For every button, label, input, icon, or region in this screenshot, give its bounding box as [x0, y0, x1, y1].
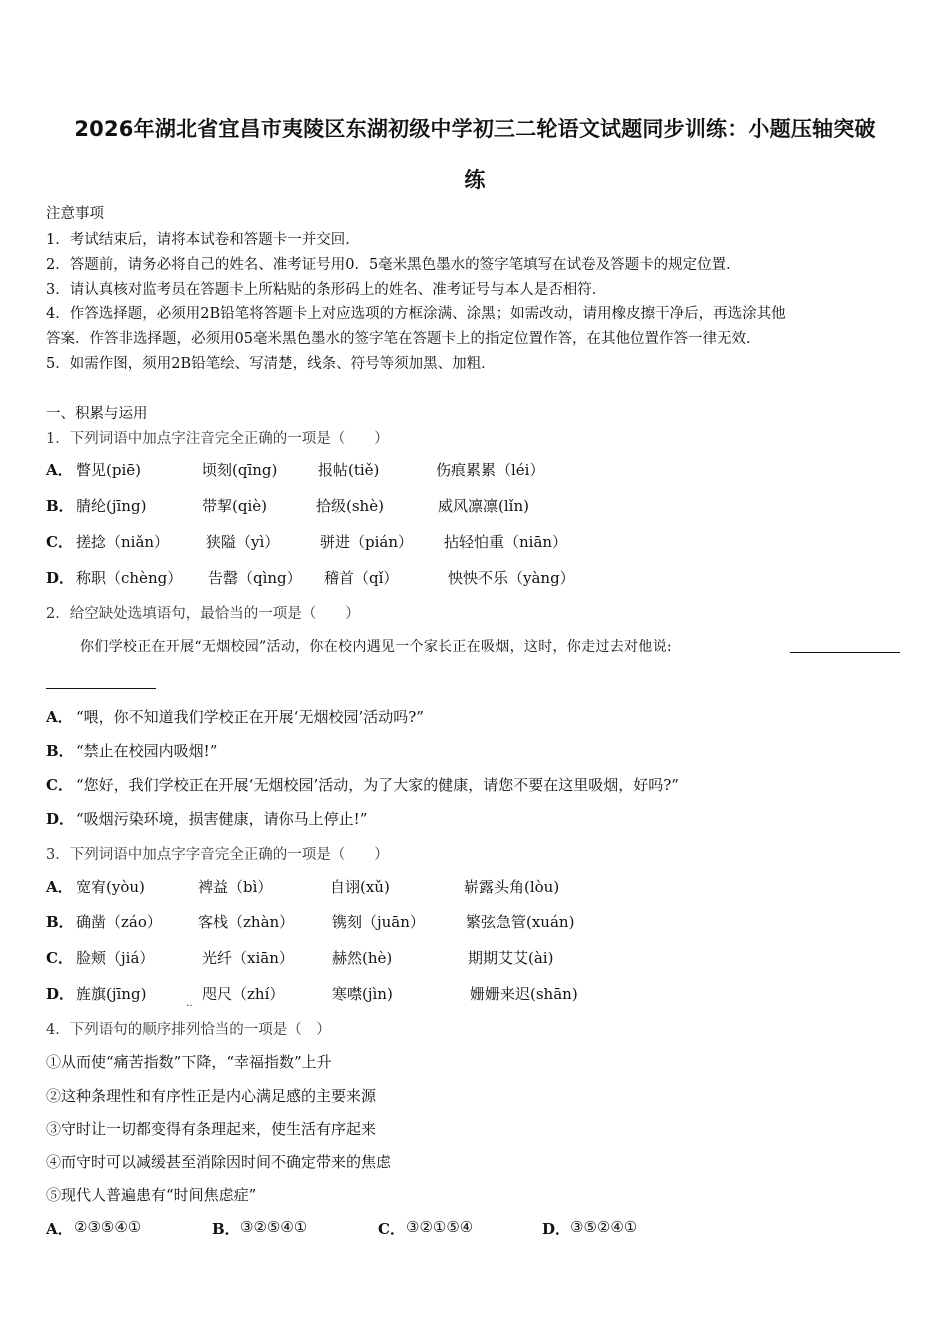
q4-sentence: ③守时让一切都变得有条理起来，使生活有序起来: [46, 1120, 377, 1138]
option-label: D．: [46, 569, 75, 587]
option-item: 拈轻怕重（niān）: [444, 533, 568, 551]
option-item: 拾级(shè): [316, 497, 384, 515]
option-text: ③⑤②④①: [570, 1218, 638, 1236]
option-label: B．: [212, 1220, 240, 1238]
option-item: 光纤（xiān）: [202, 949, 294, 967]
option-item: 脸颊（jiá）: [76, 949, 155, 967]
q2-stem: 2．给空缺处选填语句，最恰当的一项是（ ）: [46, 606, 360, 622]
option-text: “吸烟污染环境，损害健康，请你马上停止!”: [76, 810, 368, 828]
option-item: 告罄（qìng）: [208, 569, 302, 587]
option-text: “喂，你不知道我们学校正在开展‘无烟校园’活动吗?”: [76, 708, 424, 726]
exam-title-continued: 练: [464, 168, 486, 192]
q4-sentence: ⑤现代人普遍患有“时间焦虑症”: [46, 1186, 257, 1204]
option-text: ③②①⑤④: [406, 1218, 474, 1236]
q4-sentence: ②这种条理性和有序性正是内心满足感的主要来源: [46, 1087, 377, 1105]
option-item: 姗姗来迟(shān): [470, 985, 578, 1003]
option-item: 寒噤(jìn): [332, 985, 393, 1003]
option-label: D．: [46, 810, 75, 828]
note-item: 1．考试结束后，请将本试卷和答题卡一并交回．: [46, 232, 360, 248]
option-item: 报帖(tiě): [318, 461, 380, 479]
note-item: 2．答题前，请务必将自己的姓名、准考证号用0．5毫米黑色墨水的签字笔填写在试卷及答题卡的规定位置．: [46, 257, 741, 273]
answer-blank: [790, 652, 900, 653]
option-label: A．: [46, 708, 73, 726]
option-item: 镌刻（juān）: [332, 913, 425, 931]
q2-passage: 你们学校正在开展“无烟校园”活动，你在校内遇见一个家长正在吸烟，这时，你走过去对他说:: [80, 639, 672, 655]
option-item: 骈进（pián）: [320, 533, 414, 551]
answer-blank-continued: [46, 688, 156, 689]
option-item: 确凿（záo）: [76, 913, 162, 931]
option-text: “您好，我们学校正在开展‘无烟校园’活动，为了大家的健康，请您不要在这里吸烟，好吗?”: [76, 776, 679, 794]
option-item: 顷刻(qīng): [202, 461, 278, 479]
option-item: 繁弦急管(xuán): [466, 913, 575, 931]
note-item: 4．作答选择题，必须用2B铅笔将答题卡上对应选项的方框涂满、涂黑；如需改动，请用橡皮擦干净后，再选涂其他: [46, 306, 786, 322]
option-item: 瞥见(piē): [76, 461, 141, 479]
option-item: 带挈(qiè): [202, 497, 267, 515]
option-item: 裨益（bì）: [198, 878, 273, 896]
option-item: 怏怏不乐（yàng）: [448, 569, 575, 587]
option-item: 自诩(xǔ): [330, 878, 390, 896]
option-item: 崭露头角(lòu): [464, 878, 560, 896]
note-item: 答案．作答非选择题，必须用05毫米黑色墨水的签字笔在答题卡上的指定位置作答，在其他位置作答一律无效．: [46, 331, 761, 347]
option-text: ②③⑤④①: [74, 1218, 142, 1236]
option-item: 威风凛凛(lǐn): [438, 497, 529, 515]
option-item: 旌旗(jīng): [76, 985, 147, 1003]
section-heading: 一、积累与运用: [46, 406, 148, 422]
option-item: 宽宥(yòu): [76, 878, 145, 896]
option-label: B．: [46, 913, 74, 931]
q4-sentence: ①从而使“痛苦指数”下降，“幸福指数”上升: [46, 1053, 332, 1071]
option-item: 狭隘（yì）: [206, 533, 280, 551]
q4-sentence: ④而守时可以减缓甚至消除因时间不确定带来的焦虑: [46, 1153, 392, 1171]
option-label: D．: [542, 1220, 571, 1238]
option-label: B．: [46, 742, 74, 760]
option-label: C．: [46, 776, 73, 794]
option-item: 称职（chèng）: [76, 569, 183, 587]
option-label: C．: [46, 533, 73, 551]
option-item: 赫然(hè): [332, 949, 393, 967]
q3-stem: 3．下列词语中加点字字音完全正确的一项是（ ）: [46, 847, 389, 863]
option-text: “禁止在校园内吸烟!”: [76, 742, 218, 760]
option-label: A．: [46, 461, 73, 479]
option-label: A．: [46, 1220, 73, 1238]
option-label: C．: [378, 1220, 405, 1238]
option-item: 稽首（qǐ）: [324, 569, 399, 587]
option-text: ③②⑤④①: [240, 1218, 308, 1236]
option-item: 伤痕累累（léi）: [436, 461, 545, 479]
option-label: C．: [46, 949, 73, 967]
note-item: 3．请认真核对监考员在答题卡上所粘贴的条形码上的姓名、准考证号与本人是否相符．: [46, 282, 607, 298]
option-label: B．: [46, 497, 74, 515]
option-label: A．: [46, 878, 73, 896]
note-item: 5．如需作图，须用2B铅笔绘、写清楚，线条、符号等须加黑、加粗．: [46, 356, 496, 372]
notes-heading: 注意事项: [46, 206, 104, 222]
q4-stem: 4．下列语句的顺序排列恰当的一项是（ ）: [46, 1022, 331, 1038]
option-label: D．: [46, 985, 75, 1003]
q1-stem: 1．下列词语中加点字注音完全正确的一项是（ ）: [46, 431, 389, 447]
option-item: 期期艾艾(ài): [468, 949, 554, 967]
exam-title: 2026年湖北省宜昌市夷陵区东湖初级中学初三二轮语文试题同步训练：小题压轴突破: [74, 117, 876, 141]
option-item: 客栈（zhàn）: [198, 913, 295, 931]
emphasis-dots: ‥: [186, 998, 194, 1009]
option-item: 搓捻（niǎn）: [76, 533, 170, 551]
option-item: 咫尺（zhí）: [202, 985, 285, 1003]
option-item: 腈纶(jīng): [76, 497, 147, 515]
